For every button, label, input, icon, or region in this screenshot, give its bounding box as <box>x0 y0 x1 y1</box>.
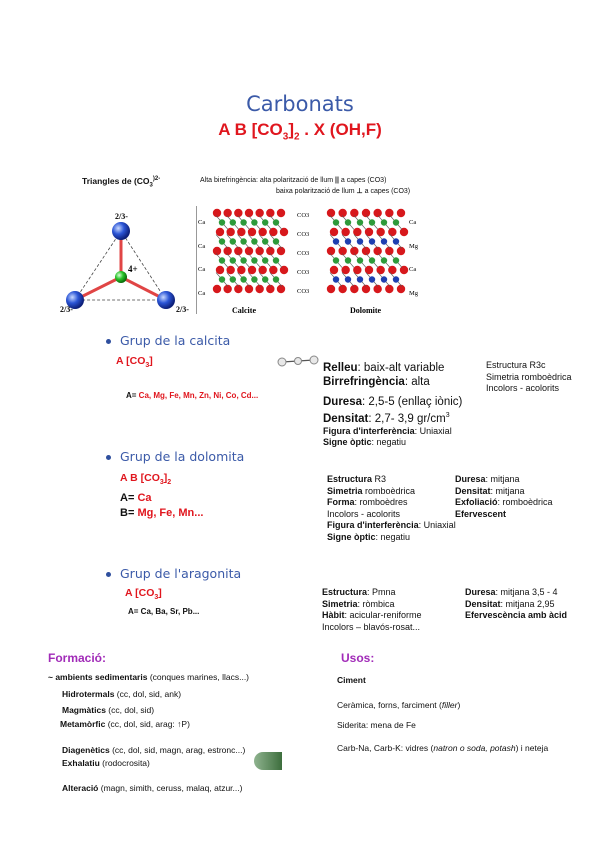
calcium-atom <box>357 257 363 263</box>
bullet-icon <box>106 455 111 460</box>
usos-ceramica: Ceràmica, forns, farciment (filler) <box>337 700 461 710</box>
dolomite-cation-label: Ca <box>409 266 417 273</box>
oxygen-atom <box>400 266 408 274</box>
calcium-atom <box>345 257 351 263</box>
dolomite-elements: A= Ca B= Mg, Fe, Mn... <box>120 492 204 519</box>
charge-top: 2/3- <box>115 212 128 221</box>
calcium-atom <box>273 276 279 282</box>
dolomite-formula: A B $[CO_3]_2$ <box>120 472 172 487</box>
calcium-atom <box>381 219 387 225</box>
oxygen-atom <box>350 285 358 293</box>
magnesium-atom <box>381 276 387 282</box>
dolomite-properties-right: Duresa: mitjana Densitat: mitjana Exfoliació: romboèdrica Efervescent <box>455 474 553 519</box>
dolomite-cation-label: Mg <box>409 243 419 250</box>
calcium-atom <box>273 257 279 263</box>
carbon-atom <box>115 271 127 283</box>
calcite-properties: Relleu: baix-alt variable Birrefringència: alta Duresa: 2,5-5 (enllaç iònic) Densitat: 2,7- 3,9 $gr/cm^3$ Figura d'interferència: Uniaxial Signe òptic: negatiu <box>323 362 463 448</box>
calcium-atom <box>219 257 225 263</box>
oxygen-atom <box>266 285 274 293</box>
triangles-label: Triangles de ($CO_3^{)2-}$ <box>82 176 161 189</box>
formacio-item-alteracio: Alteració (magn, simith, ceruss, malaq, atzur...) <box>62 783 243 793</box>
co3-label: CO3 <box>297 250 310 257</box>
perpendicular-symbol: ⊥ <box>356 188 363 195</box>
formacio-item-exhalatiu: Exhalatiu (rodocrosita) <box>62 758 150 768</box>
oxygen-atom <box>327 285 335 293</box>
oxygen-atom-right <box>157 291 175 309</box>
calcium-atom <box>251 238 257 244</box>
calcium-atom <box>381 257 387 263</box>
magnesium-atom <box>345 276 351 282</box>
magnesium-atom <box>393 238 399 244</box>
co3-label: CO3 <box>297 212 310 219</box>
formacio-sedimentaris: ~ ambients sedimentaris (conques marines, llacs...) <box>48 672 250 682</box>
charge-left: 2/3- <box>60 305 73 314</box>
oxygen-atom <box>397 247 405 255</box>
oxygen-atom <box>330 266 338 274</box>
calcite-cation-label: Ca <box>198 266 206 273</box>
calcium-atom <box>230 238 236 244</box>
oxygen-atom <box>338 285 346 293</box>
oxygen-atom-top <box>112 222 130 240</box>
usos-siderita: Siderita: mena de Fe <box>337 720 416 730</box>
oxygen-atom <box>277 209 285 217</box>
magnesium-atom <box>333 276 339 282</box>
calcium-atom <box>357 219 363 225</box>
general-formula: A B $[CO_3]_2$ . X (OH,F) <box>218 120 382 143</box>
magnesium-atom <box>357 238 363 244</box>
formacio-item-metamorfic: Metamòrfic (cc, dol, sid, arag: ↑P) <box>60 719 190 729</box>
co3-label: CO3 <box>297 231 310 238</box>
oxygen-atom <box>400 228 408 236</box>
oxygen-atom <box>280 266 288 274</box>
calcite-cation-label: Ca <box>198 290 206 297</box>
calcium-atom <box>219 219 225 225</box>
calcium-atom <box>251 257 257 263</box>
calcium-atom <box>262 257 268 263</box>
calcium-atom <box>240 276 246 282</box>
calcite-group-heading: Grup de la calcita <box>106 333 230 348</box>
calcite-cation-label: Ca <box>198 219 206 226</box>
magnesium-atom <box>381 238 387 244</box>
aragonite-elements: A= Ca, Ba, Sr, Pb... <box>128 607 200 616</box>
calcium-atom <box>273 238 279 244</box>
aragonite-group-heading: Grup de l'aragonita <box>106 566 241 581</box>
formacio-item-diagenetics: Diagenètics (cc, dol, sid, magn, arag, estronc...) <box>62 745 246 755</box>
calcium-atom <box>273 219 279 225</box>
calcium-atom <box>262 219 268 225</box>
calcite-formula: A $[CO_3]$ <box>116 355 153 370</box>
oxygen-atom <box>280 228 288 236</box>
aragonite-properties-right: Duresa: mitjana 3,5 - 4 Densitat: mitjana 2,95 Efervescència amb àcid <box>465 587 568 620</box>
formacio-heading: Formació: <box>48 651 107 665</box>
oxygen-atom <box>277 285 285 293</box>
calcite-cation-label: Ca <box>198 243 206 250</box>
bullet-icon <box>106 572 111 577</box>
calcium-atom <box>251 276 257 282</box>
calcium-atom <box>240 257 246 263</box>
dolomite-group-heading: Grup de la dolomita <box>106 449 244 464</box>
calcite-structure: Estructura R3c Simetria romboèdrica Incolors - acolorits <box>486 360 572 393</box>
calcium-atom <box>369 257 375 263</box>
oxygen-atom <box>216 228 224 236</box>
oxygen-atom <box>216 266 224 274</box>
dolomite-caption: Dolomite <box>350 306 382 315</box>
calcium-atom <box>230 219 236 225</box>
calcite-caption: Calcite <box>232 306 256 315</box>
dolomite-cation-label: Ca <box>409 219 417 226</box>
crystal-structures-diagram <box>198 205 423 317</box>
magnesium-atom <box>345 238 351 244</box>
calcium-atom <box>240 238 246 244</box>
oxygen-atom <box>397 209 405 217</box>
calcium-atom <box>240 219 246 225</box>
formacio-item-hidrotermals: Hidrotermals (cc, dol, sid, ank) <box>62 689 182 699</box>
calcium-atom <box>262 276 268 282</box>
charge-center: 4+ <box>128 264 138 274</box>
birefringence-note: Alta birefringència: alta polarització de llum || a capes (CO3) baixa polarització de llum ⊥ a capes (CO3) <box>200 177 411 195</box>
magnesium-atom <box>369 238 375 244</box>
calcium-atom <box>230 257 236 263</box>
oxygen-atom <box>397 285 405 293</box>
oxygen-atom <box>213 285 221 293</box>
magnesium-atom <box>357 276 363 282</box>
oxygen-atom <box>385 209 393 217</box>
magnesium-atom <box>393 276 399 282</box>
co3-label: CO3 <box>297 269 310 276</box>
calcium-atom <box>393 257 399 263</box>
oxygen-atom <box>330 228 338 236</box>
oxygen-atom <box>223 209 231 217</box>
oxygen-atom <box>327 209 335 217</box>
calcium-atom <box>393 219 399 225</box>
mineral-thumbnail <box>254 752 282 770</box>
aragonite-formula: A $[CO_3]$ <box>125 587 162 602</box>
oxygen-atom <box>213 209 221 217</box>
magnesium-atom <box>369 276 375 282</box>
calcium-atom <box>219 238 225 244</box>
magnesium-atom <box>333 238 339 244</box>
page-title: Carbonats <box>246 92 354 116</box>
calcium-atom <box>345 219 351 225</box>
co3-label: CO3 <box>297 288 310 295</box>
calcium-atom <box>219 276 225 282</box>
calcite-crystal-icon <box>276 354 320 368</box>
divider <box>196 206 197 314</box>
usos-heading: Usos: <box>341 651 375 665</box>
calcium-atom <box>333 219 339 225</box>
calcite-elements: A= Ca, Mg, Fe, Mn, Zn, Ni, Co, Cd... <box>126 391 259 400</box>
carbonate-triangle-diagram <box>58 205 198 317</box>
dolomite-properties: Estructura R3 Simetria romboèdrica Forma: romboèdres Incolors - acolorits Figura d'interferència: Uniaxial Signe òptic: negatiu <box>327 474 456 542</box>
parallel-symbol: || <box>335 177 339 184</box>
dolomite-cation-label: Mg <box>409 290 419 297</box>
oxygen-atom <box>277 247 285 255</box>
oxygen-atom <box>373 209 381 217</box>
calcium-atom <box>333 257 339 263</box>
calcium-atom <box>262 238 268 244</box>
bullet-icon <box>106 339 111 344</box>
calcium-atom <box>369 219 375 225</box>
aragonite-properties: Estructura: Pmna Simetria: ròmbica Hàbit: acicular-reniforme Incolors – blavós-rosat... <box>322 587 422 632</box>
charge-right: 2/3- <box>176 305 189 314</box>
calcite-structure <box>213 209 288 293</box>
formacio-item-magmatics: Magmàtics (cc, dol, sid) <box>62 705 155 715</box>
dolomite-structure <box>327 209 408 293</box>
calcium-atom <box>230 276 236 282</box>
calcium-atom <box>251 219 257 225</box>
oxygen-atom <box>213 247 221 255</box>
oxygen-atom <box>327 247 335 255</box>
usos-ciment: Ciment <box>337 675 366 685</box>
usos-carb: Carb-Na, Carb-K: vidres (natron o soda, potash) i neteja <box>337 743 549 753</box>
